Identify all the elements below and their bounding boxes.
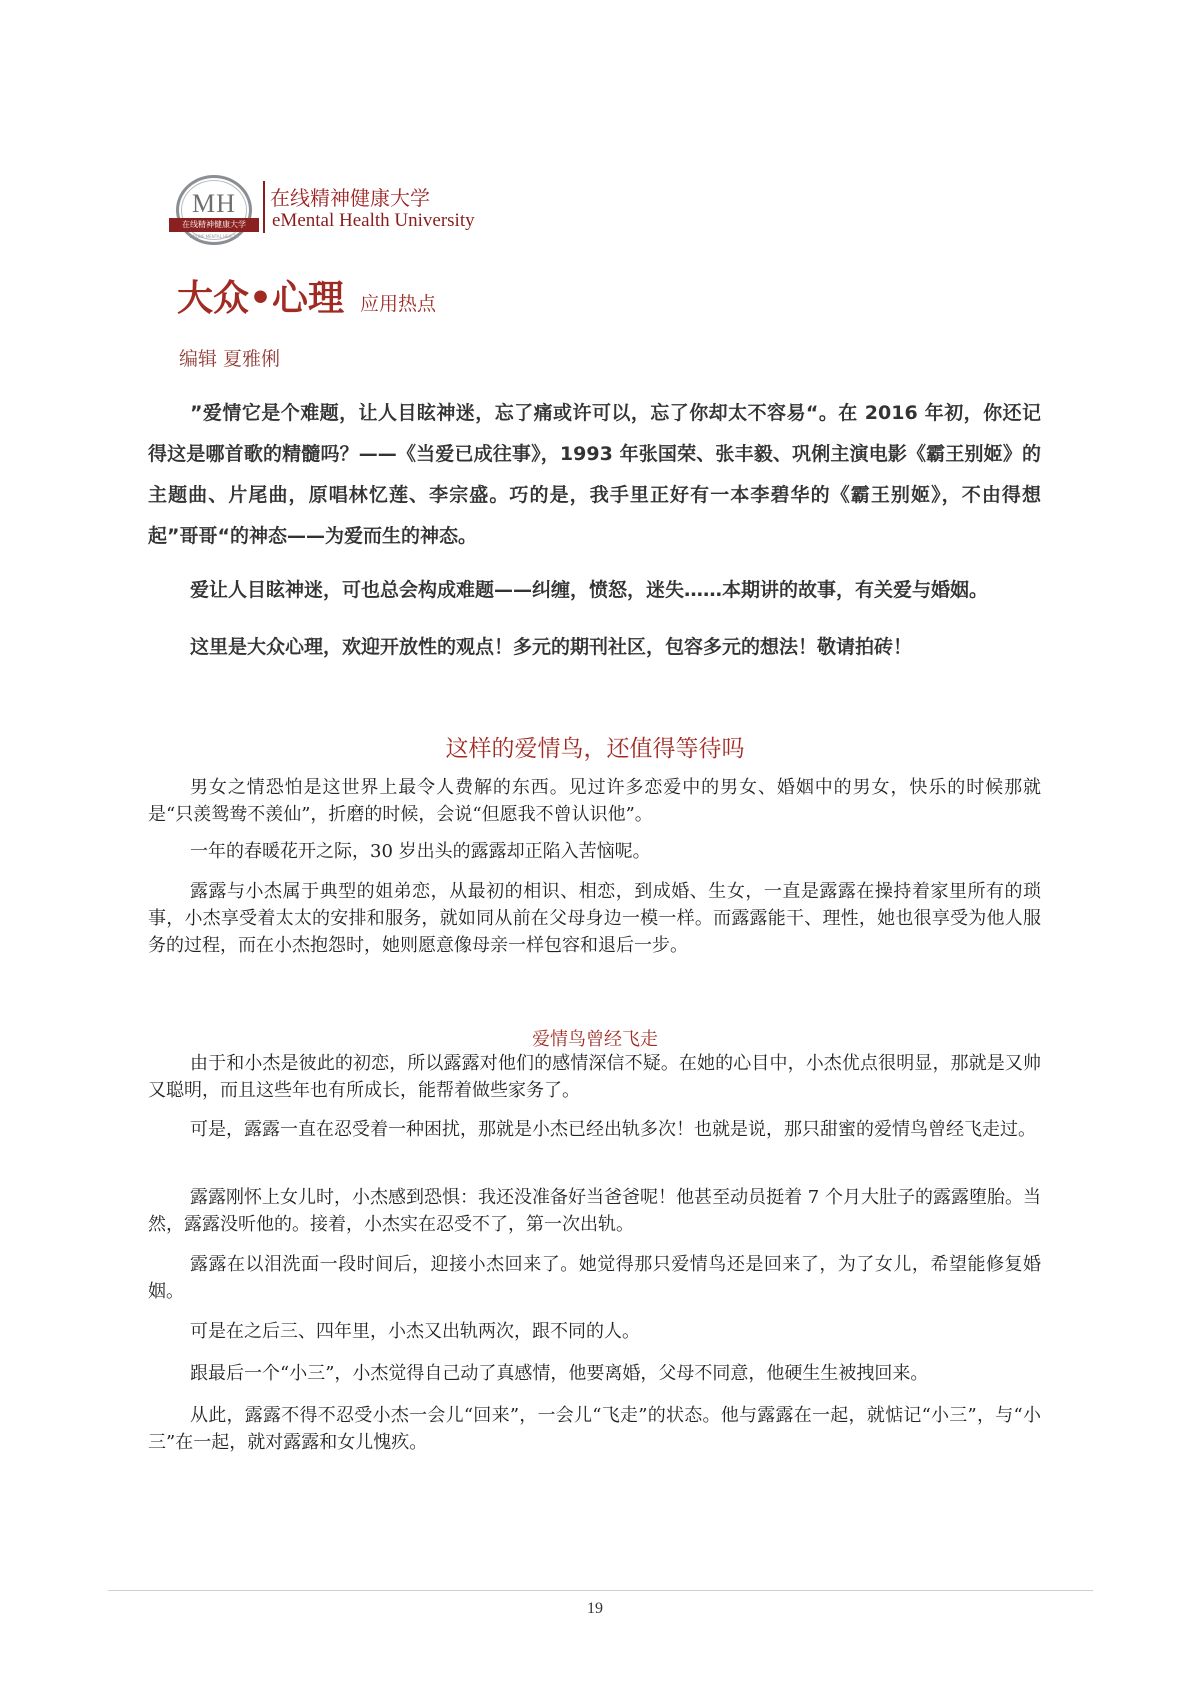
intro-paragraph-2: 爱让人目眩神迷，可也总会构成难题——纠缠，愤怒，迷失……本期讲的故事，有关爱与婚姻。 bbox=[190, 579, 989, 601]
logo-divider bbox=[263, 181, 265, 233]
seal-small-text: ONLINE MENTAL HEALTH bbox=[189, 234, 239, 239]
seal-initials: MH bbox=[192, 189, 236, 218]
footer-divider bbox=[108, 1590, 1093, 1591]
section-title: 大众•心理 bbox=[177, 278, 345, 319]
mh-seal-logo bbox=[176, 175, 252, 245]
editor-credit: 编辑 夏雅俐 bbox=[179, 348, 281, 370]
body-paragraph: 男女之情恐怕是这世界上最令人费解的东西。见过许多恋爱中的男女、婚姻中的男女，快乐的时候那就是“只羡鸳鸯不羡仙”，折磨的时候，会说“但愿我不曾认识他”。 bbox=[148, 777, 1041, 825]
article-title: 这样的爱情鸟，还值得等待吗 bbox=[445, 736, 745, 762]
university-logo bbox=[176, 175, 491, 250]
seal-ribbon: 在线精神健康大学 bbox=[169, 218, 259, 232]
intro-paragraph-3: 这里是大众心理，欢迎开放性的观点！多元的期刊社区，包容多元的想法！敬请拍砖！ bbox=[190, 636, 913, 658]
article-subtitle: 爱情鸟曾经飞走 bbox=[532, 1029, 658, 1050]
body-paragraph: 露露与小杰属于典型的姐弟恋，从最初的相识、相恋，到成婚、生女，一直是露露在操持着家里所有的琐事，小杰享受着太太的安排和服务，就如同从前在父母身边一模一样。而露露能干、理性，她也很享受为他人服务的过程，而在小杰抱怨时，她则愿意像母亲一样包容和退后一步。 bbox=[148, 881, 1041, 956]
body-paragraph: 露露在以泪洗面一段时间后，迎接小杰回来了。她觉得那只爱情鸟还是回来了，为了女儿，希望能修复婚姻。 bbox=[148, 1254, 1041, 1302]
intro-paragraph-1: ”爱情它是个难题，让人目眩神迷，忘了痛或许可以，忘了你却太不容易“。在 2016 年初，你还记得这是哪首歌的精髓吗？——《当爱已成往事》，1993 年张国荣、张丰毅、巩俐主演电影《霸王别姬》的主题曲、片尾曲，原唱林忆莲、李宗盛。巧的是，我手里正好有一本李碧华的《霸王别姬》，不由得想起”哥哥“的神态——为爱而生的神态。 bbox=[148, 402, 1041, 547]
body-paragraph: 一年的春暖花开之际，30 岁出头的露露却正陷入苦恼呢。 bbox=[190, 841, 651, 862]
section-header bbox=[177, 270, 436, 321]
section-subtitle: 应用热点 bbox=[360, 293, 437, 315]
body-paragraph: 从此，露露不得不忍受小杰一会儿“回来”，一会儿“飞走”的状态。他与露露在一起，就惦记“小三”，与“小三”在一起，就对露露和女儿愧疚。 bbox=[148, 1405, 1041, 1453]
body-paragraph: 由于和小杰是彼此的初恋，所以露露对他们的感情深信不疑。在她的心目中，小杰优点很明显，那就是又帅又聪明，而且这些年也有所成长，能帮着做些家务了。 bbox=[148, 1053, 1041, 1101]
body-paragraph: 可是，露露一直在忍受着一种困扰，那就是小杰已经出轨多次！也就是说，那只甜蜜的爱情鸟曾经飞走过。 bbox=[190, 1119, 1036, 1140]
body-paragraph: 露露刚怀上女儿时，小杰感到恐惧：我还没准备好当爸爸呢！他甚至动员挺着 7 个月大肚子的露露堕胎。当然，露露没听他的。接着，小杰实在忍受不了，第一次出轨。 bbox=[148, 1187, 1041, 1235]
page-number: 19 bbox=[587, 1600, 603, 1617]
university-name-cn: 在线精神健康大学 bbox=[270, 186, 430, 210]
body-paragraph: 可是在之后三、四年里，小杰又出轨两次，跟不同的人。 bbox=[190, 1321, 640, 1342]
body-paragraph: 跟最后一个“小三”，小杰觉得自己动了真感情，他要离婚，父母不同意，他硬生生被拽回来。 bbox=[190, 1363, 929, 1384]
university-name-en: eMental Health University bbox=[272, 210, 475, 231]
